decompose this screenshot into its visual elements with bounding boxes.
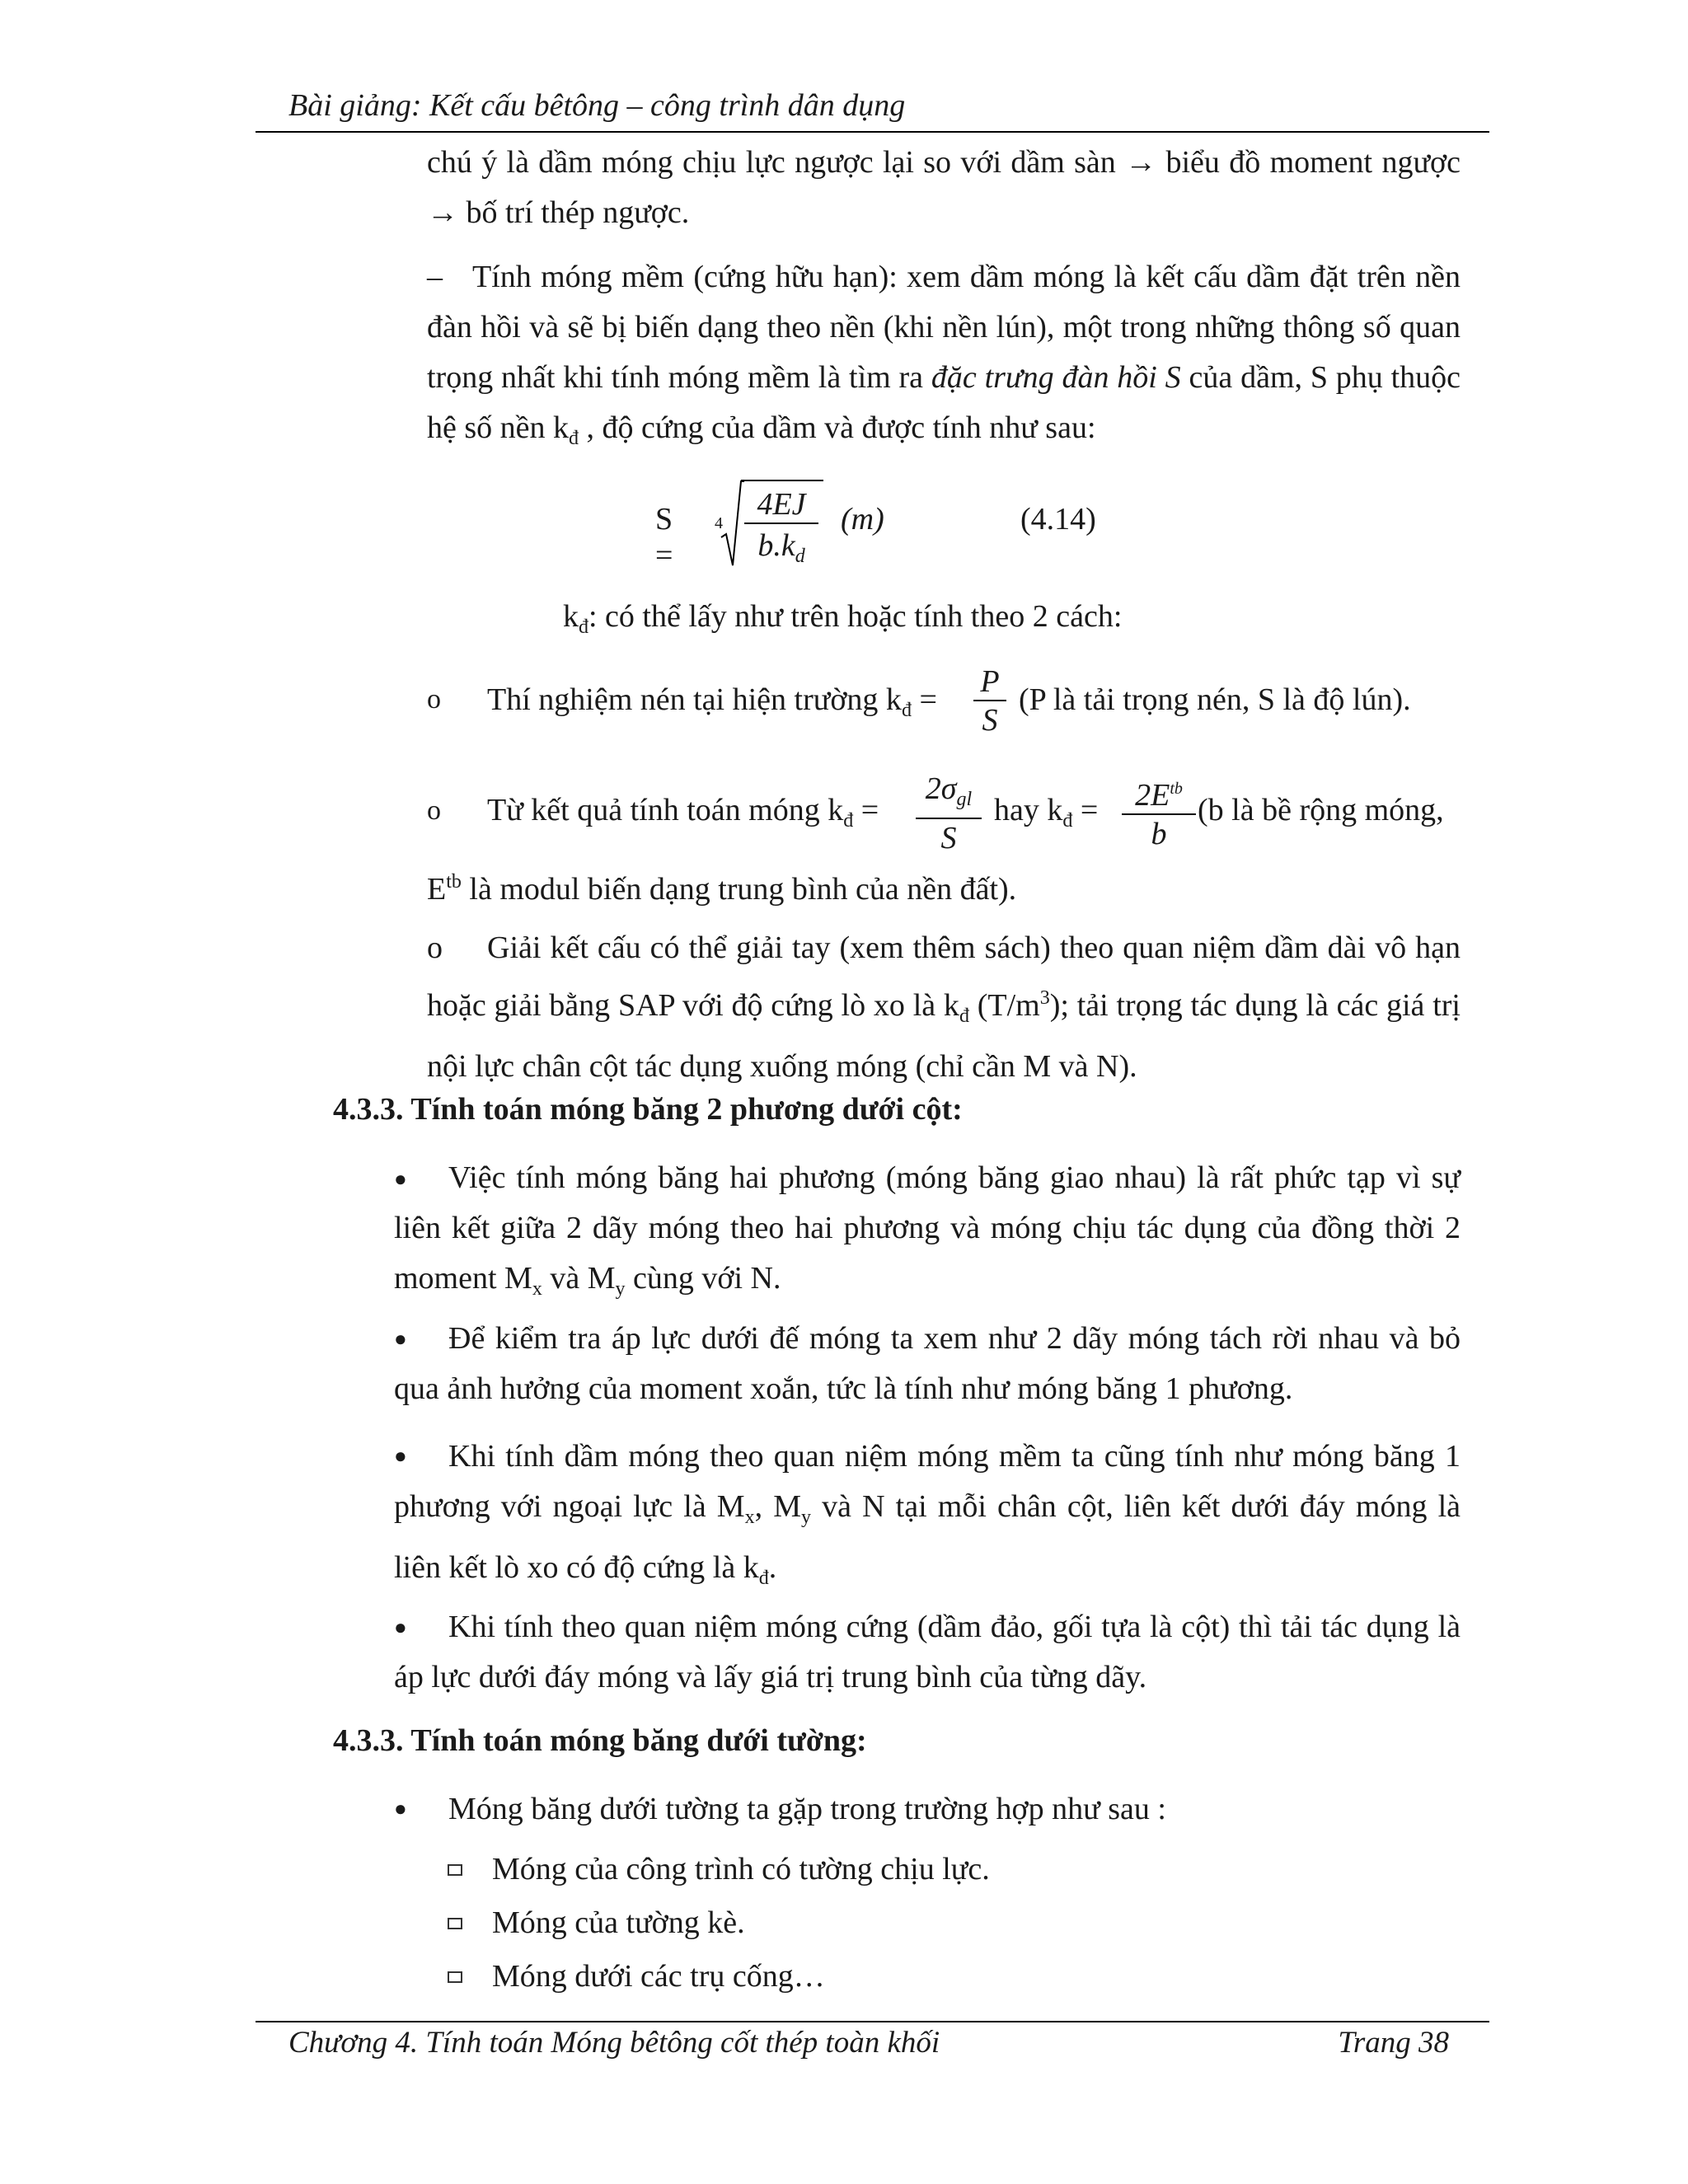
fraction-sigma-over-s: $2\sigma_{gl}$ S <box>916 771 982 857</box>
square-bullet-icon <box>448 1971 462 1983</box>
equation-number: (4.14) <box>1020 502 1096 537</box>
sub-list-item: Móng của công trình có tường chịu lực. <box>492 1852 990 1886</box>
radical-sign <box>720 480 744 570</box>
bullet-icon: ● <box>394 1327 407 1351</box>
bullet-paragraph: Móng băng dưới tường ta gặp trong trường hợp như sau : <box>448 1792 1166 1826</box>
bullet-paragraph: Việc tính móng băng hai phương (móng băng giao nhau) là rất phức tạp vì sự liên kết giữa 2 dãy móng theo hai phương và móng chịu tác dụng của đồng thời 2 moment $M_x$ và $M_y$ cùng với N. <box>394 1160 1461 1300</box>
paragraph-text: Tính móng mềm (cứng hữu hạn): xem dầm móng là kết cấu dầm đặt trên nền đàn hồi và sẽ bị biến dạng theo nền (khi nền lún), một trong những thông số quan trọng nhất khi tính móng mềm là tìm ra <box>427 260 1461 395</box>
section-heading: 4.3.3. Tính toán móng băng dưới tường: <box>333 1723 867 1758</box>
subscript: đ <box>569 428 579 449</box>
option-calc: Từ kết quả tính toán móng $k_đ$ = $2\sigma_{gl}$ S hay $k_đ$ = $2E^{tb}$ b (b là bề rộng móng, <box>487 771 1444 855</box>
paragraph-text: của dầm, S phụ thuộc hệ số nền k <box>427 360 1461 445</box>
section-heading: 4.3.3. Tính toán móng băng 2 phương dưới cột: <box>333 1092 963 1127</box>
header-rule <box>256 131 1489 133</box>
dash-marker: – <box>427 260 443 294</box>
footer-chapter: Chương 4. Tính toán Móng bêtông cốt thép toàn khối <box>288 2026 940 2060</box>
page-header-title: Bài giảng: Kết cấu bêtông – công trình dân dụng <box>288 88 906 123</box>
sub-list-item: Móng dưới các trụ cống… <box>492 1959 825 1994</box>
square-bullet-icon <box>448 1918 462 1929</box>
bullet-icon: ● <box>394 1615 407 1639</box>
square-bullet-icon <box>448 1864 462 1876</box>
paragraph: chú ý là dầm móng chịu lực ngược lại so với dầm sàn → biểu đồ moment ngược → bố trí thép ngược. <box>427 145 1461 230</box>
footer-page-number: Trang 38 <box>1338 2026 1449 2060</box>
formula-unit: (m) <box>841 502 884 537</box>
option-marker: o <box>427 684 441 715</box>
bullet-icon: ● <box>394 1797 407 1821</box>
option-marker: o <box>427 795 441 826</box>
formula-denominator: $b.k_d$ <box>757 528 805 567</box>
sub-list-item: Móng của tường kè. <box>492 1905 745 1940</box>
fraction-p-over-s: P S <box>973 663 1006 739</box>
formula-lhs: S = <box>655 502 673 573</box>
bullet-icon: ● <box>394 1167 407 1191</box>
bullet-paragraph: Để kiểm tra áp lực dưới đế móng ta xem như 2 dãy móng tách rời nhau và bỏ qua ảnh hưởng của moment xoắn, tức là tính như móng băng 1 phương. <box>394 1321 1461 1406</box>
bullet-paragraph: Khi tính dầm móng theo quan niệm móng mềm ta cũng tính như móng băng 1 phương với ngoại lực là $M_x$, $M_y$ và N tại mỗi chân cột, liên kết dưới đáy móng là liên kết lò xo có độ cứng là $k_đ$. <box>394 1439 1461 1589</box>
root-index: 4 <box>715 514 723 532</box>
option-solve: o Giải kết cấu có thể giải tay (xem thêm sách) theo quan niệm dầm dài vô hạn hoặc giải bằng SAP với độ cứng lò xo là $k_đ$ $(T/m^3)$; tải trọng tác dụng là các giá trị nội lực chân cột tác dụng xuống móng (chỉ cần M và N). <box>427 930 1461 1084</box>
footer-rule <box>256 2021 1489 2022</box>
kd-definition: $k_đ$: có thể lấy như trên hoặc tính theo 2 cách: <box>563 599 1123 638</box>
italic-term: đặc trưng đàn hồi S <box>931 360 1181 395</box>
option-field-test: Thí nghiệm nén tại hiện trường $k_đ$ = P S (P là tải trọng nén, S là độ lún). <box>487 664 1411 738</box>
bullet-paragraph: Khi tính theo quan niệm móng cứng (dầm đảo, gối tựa là cột) thì tải tác dụng là áp lực dưới đáy móng và lấy giá trị trung bình của từng dãy. <box>394 1610 1461 1694</box>
paragraph-text: , độ cứng của dầm và được tính như sau: <box>586 410 1096 445</box>
formula-numerator: 4EJ <box>744 486 818 524</box>
bullet-icon: ● <box>394 1444 407 1468</box>
fraction-e-over-b: $2E^{tb}$ b <box>1122 771 1196 853</box>
option-calc-continuation: $E^{tb}$ là modul biến dạng trung bình của nền đất). <box>427 871 1017 907</box>
paragraph-soft-foundation <box>427 252 1461 464</box>
